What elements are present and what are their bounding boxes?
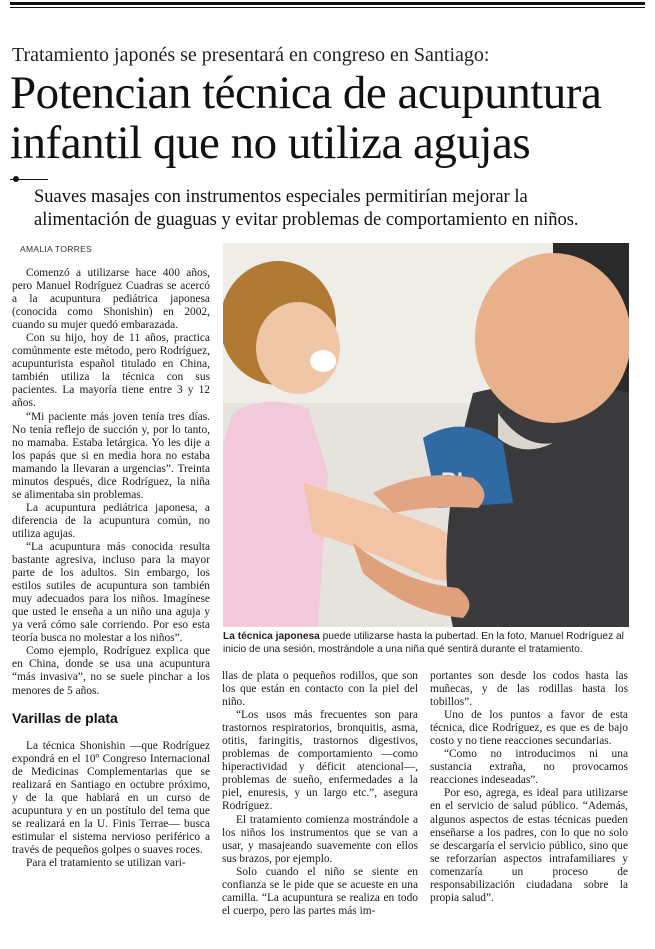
photo-caption — [223, 631, 631, 656]
paragraph: La técnica Shonishin —que Rodríguez expondrá en el 10º Congreso Internacional de Medicinas Complementarias que se realizará en Santiago en octubre próximo, y de la que hablará en un curso de acupuntura y en un postítulo del tema que se realizará en la U. Finis Terrae— busca estimular el sistema nervioso periférico a través de pequeños golpes o suaves roces. — [12, 739, 210, 856]
article-deck — [34, 186, 639, 232]
caption-bold: La técnica japonesa — [223, 631, 320, 642]
article-column-3 — [430, 670, 628, 905]
caption-text: puede utilizarse hasta la pubertad. En la foto, Manuel Rodríguez al inicio de una sesión, mostrándole a una niña qué sentirá durante el tratamiento. — [223, 631, 624, 655]
article-column-1 — [12, 267, 210, 870]
article-column-2 — [222, 670, 418, 918]
man-head — [475, 253, 629, 423]
paragraph: Solo cuando el niño se siente en confianza se le pide que se acueste en una camilla. “La acupuntura se realiza en todo el cuerpo, pero las partes más im- — [222, 865, 418, 917]
paragraph: Con su hijo, hoy de 11 años, practica comúnmente este método, pero Rodríguez, acupunturista español titulado en China, también utiliza la técnica con sus pacientes. La mayoría tiene entre 3 y 12 años. — [12, 332, 210, 410]
section-subhead: Varillas de plata — [12, 709, 118, 726]
deck-line-2: alimentación de guaguas y evitar problemas de comportamiento en niños. — [34, 210, 579, 230]
blur-eye-mask — [310, 350, 336, 372]
article-kicker: Tratamiento japonés se presentará en congreso en Santiago: — [12, 44, 490, 66]
photo-illustration — [223, 243, 629, 627]
deck-line-1: Suaves masajes con instrumentos especiales permitirían mejorar la — [34, 187, 528, 207]
paragraph: La acupuntura pediátrica japonesa, a diferencia de la acupuntura común, no utiliza agujas. — [12, 501, 210, 540]
paragraph: llas de plata o pequeños rodillos, que son los que están en contacto con la piel del niño. — [222, 670, 418, 709]
paragraph: Comenzó a utilizarse hace 400 años, pero Manuel Rodríguez Cuadras se acercó a la acupuntura pediátrica japonesa (conocida como Shonishin) en 2002, cuando su mujer quedó embarazada. — [12, 267, 210, 332]
paragraph: Como ejemplo, Rodríguez explica que en China, donde se usa una acupuntura “más invasiva”, no se suele pinchar a los menores de 5 años. — [12, 645, 210, 697]
bullet-dot-icon — [13, 176, 19, 182]
article-photo — [223, 243, 629, 627]
paragraph: Por eso, agrega, es ideal para utilizarse en el servicio de salud público. “Además, algunos aspectos de estas técnicas pueden enseñarse a los padres, con lo que no solo se descargaría el servicio público, sino que se reforzarían aspectos intrafamiliares y comenzaría un proceso de responsabilización ciudadana sobre la propia salud”. — [430, 787, 628, 904]
paragraph: “La acupuntura más conocida resulta bastante agresiva, incluso para la mayor parte de los adultos. Sin embargo, los estilos sutiles de acupuntura son también muy adecuados para los niños. Imagínese que usted le enseña a un niño una aguja y ya verá cómo sale corriendo. Por eso esta teoría busca no molestar a los niños”. — [12, 540, 210, 645]
paragraph: El tratamiento comienza mostrándole a los niños los instrumentos que se van a usar, y masajeando suavemente con ellos sus brazos, por ejemplo. — [222, 813, 418, 865]
paragraph: portantes son desde los codos hasta las muñecas, y de las rodillas hasta los tobillos”. — [430, 670, 628, 709]
paragraph: “Como no introducimos ni una sustancia extraña, no provocamos reacciones indeseadas”. — [430, 748, 628, 787]
paragraph: Uno de los puntos a favor de esta técnica, dice Rodríguez, es que es de bajo costo y no tiene reacciones secundarias. — [430, 709, 628, 748]
headline-line-2: infantil que no utiliza agujas — [10, 117, 531, 169]
article-headline — [10, 68, 650, 168]
top-rule — [10, 2, 645, 5]
paragraph: “Los usos más frecuentes son para trastornos respiratorios, bronquitis, asma, otitis, faringitis, trastornos digestivos, problemas de comportamiento —como hiperactividad y déficit atencional—, problemas de sueño, enfermedades a la piel, enuresis, y un largo etc.”, asegura Rodríguez. — [222, 709, 418, 813]
byline: AMALIA TORRES — [20, 244, 93, 254]
headline-line-1: Potencian técnica de acupuntura — [10, 67, 602, 119]
top-rule-thin — [10, 7, 645, 8]
child-face — [256, 302, 340, 394]
paragraph: “Mi paciente más joven tenía tres días. No tenía reflejo de succión y, por lo tanto, no mamaba. Estaba letárgica. Yo les dije a los papás que si en media hora no estaba mamando la llevaran a urgencias”. Treinta minutos después, dice Rodríguez, la niña se alimentaba sin problemas. — [12, 410, 210, 501]
paragraph: Para el tratamiento se utilizan vari- — [26, 856, 186, 869]
